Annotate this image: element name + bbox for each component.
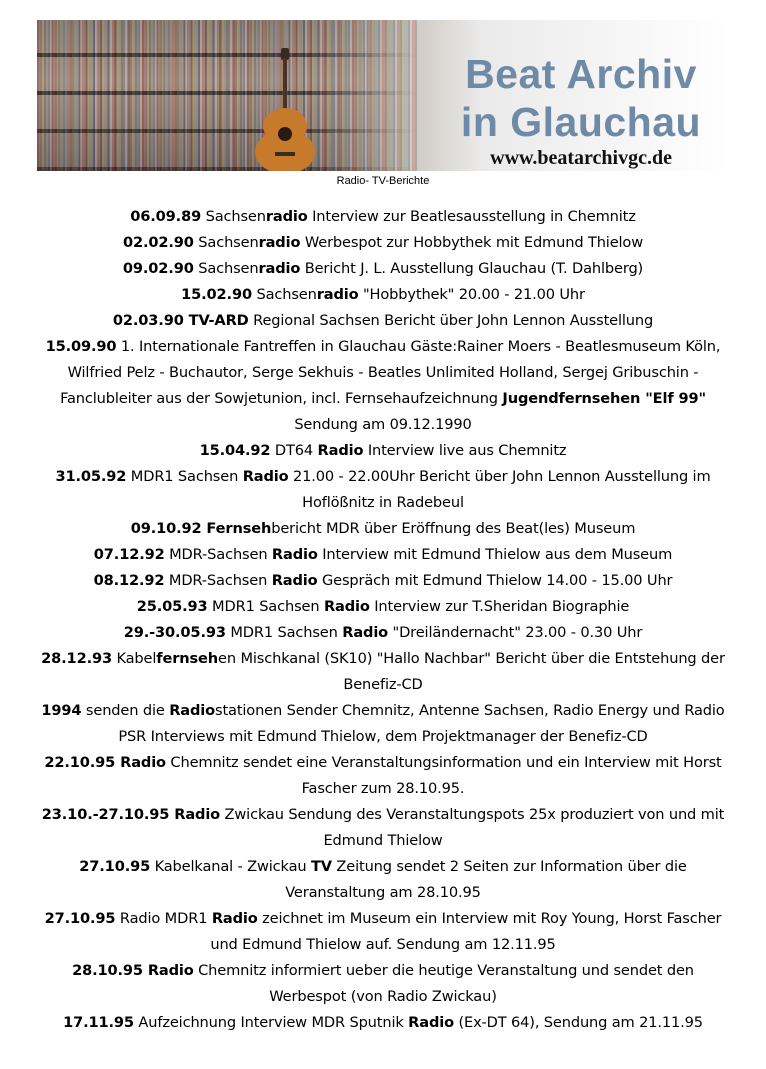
entry-text: Chemnitz informiert ueber die heutige Veranstaltung und sendet den	[193, 962, 694, 979]
entry-line	[22, 880, 744, 906]
entry-line	[22, 906, 744, 932]
entry-line	[22, 490, 744, 516]
guitar-image	[245, 48, 325, 171]
entry-bold-text: 25.05.93	[136, 598, 208, 615]
entry-line	[22, 204, 744, 230]
entry-text: bericht MDR über Eröffnung des Beat(les) Museum	[271, 520, 636, 537]
entry-text: Kabel	[111, 650, 157, 667]
entry-text: Wilfried Pelz - Buchautor, Serge Sekhuis - Beatles Unlimited Holland, Sergej Gribuschin -	[67, 364, 699, 381]
entry-bold-text: 02.02.90	[122, 234, 194, 251]
entry-bold-text: 02.03.90 TV-ARD	[112, 312, 249, 329]
entry-line	[22, 464, 744, 490]
entry-bold-text: 31.05.92	[55, 468, 127, 485]
entry-text: Gespräch mit Edmund Thielow 14.00 - 15.00 Uhr	[317, 572, 673, 589]
entry-text: Bericht J. L. Ausstellung Glauchau (T. Dahlberg)	[300, 260, 644, 277]
entry-bold-text: Radio	[342, 624, 389, 641]
entry-line	[22, 230, 744, 256]
entry-text: Fanclubleiter aus der Sowjetunion, incl. Fernsehaufzeichnung	[60, 390, 503, 407]
entry-bold-text: TV	[310, 858, 332, 875]
report-entry	[22, 282, 744, 308]
banner-title-line1: Beat Archiv	[465, 51, 697, 97]
entry-text: MDR-Sachsen	[164, 546, 272, 563]
entry-line	[22, 750, 744, 776]
entry-line	[22, 1010, 744, 1036]
entry-text: MDR1 Sachsen	[126, 468, 243, 485]
entry-text: (Ex-DT 64), Sendung am 21.11.95	[453, 1014, 703, 1031]
report-entry	[22, 698, 744, 750]
entry-line	[22, 256, 744, 282]
entry-line	[22, 542, 744, 568]
entry-text: Sachsen	[193, 260, 259, 277]
entry-text: Interview zur T.Sheridan Biographie	[369, 598, 630, 615]
report-entry	[22, 334, 744, 438]
report-entry	[22, 750, 744, 802]
entry-line	[22, 308, 744, 334]
entry-text: MDR1 Sachsen	[225, 624, 343, 641]
entry-line	[22, 282, 744, 308]
entry-line	[22, 334, 744, 360]
entry-text: 21.00 - 22.00Uhr Bericht über John Lennon Ausstellung im	[288, 468, 711, 485]
report-entry	[22, 906, 744, 958]
entry-text: Werbespot zur Hobbythek mit Edmund Thielow	[300, 234, 643, 251]
entry-line	[22, 672, 744, 698]
report-entry	[22, 568, 744, 594]
entry-bold-text: fernseh	[156, 650, 219, 667]
report-entry	[22, 256, 744, 282]
report-entry	[22, 646, 744, 698]
entry-bold-text: 07.12.92	[93, 546, 165, 563]
entry-bold-text: Radio	[317, 442, 364, 459]
entry-bold-text: 27.10.95	[79, 858, 151, 875]
entry-bold-text: 09.10.92 Fernseh	[130, 520, 272, 537]
banner-url: www.beatarchivgc.de	[490, 147, 672, 169]
report-entry	[22, 542, 744, 568]
entry-bold-text: Radio	[408, 1014, 454, 1031]
banner-title	[446, 50, 716, 146]
entry-bold-text: radio	[258, 260, 301, 277]
entry-text: en Mischkanal (SK10) "Hallo Nachbar" Bericht über die Entstehung der	[218, 650, 725, 667]
entry-text: senden die	[81, 702, 170, 719]
entry-bold-text: 22.10.95 Radio	[44, 754, 166, 771]
entry-line	[22, 802, 744, 828]
entry-text: Aufzeichnung Interview MDR Sputnik	[133, 1014, 409, 1031]
entry-bold-text: 27.10.95	[44, 910, 116, 927]
entry-text: und Edmund Thielow auf. Sendung am 12.11.95	[210, 936, 556, 953]
entry-text: Interview zur Beatlesausstellung in Chemnitz	[307, 208, 636, 225]
entry-bold-text: 15.04.92	[199, 442, 271, 459]
entry-line	[22, 932, 744, 958]
entry-line	[22, 412, 744, 438]
entry-bold-text: radio	[258, 234, 301, 251]
entry-text: MDR1 Sachsen	[207, 598, 324, 615]
entry-bold-text: Radio	[323, 598, 370, 615]
entry-bold-text: radio	[265, 208, 308, 225]
report-entry	[22, 594, 744, 620]
entry-line	[22, 438, 744, 464]
entry-bold-text: 06.09.89	[130, 208, 202, 225]
entry-bold-text: 23.10.-27.10.95 Radio	[41, 806, 221, 823]
entry-line	[22, 724, 744, 750]
entry-bold-text: radio	[316, 286, 359, 303]
entry-bold-text: 1994	[41, 702, 82, 719]
entry-bold-text: 28.12.93	[41, 650, 112, 667]
banner-title-line2: in Glauchau	[460, 99, 702, 145]
report-entry	[22, 438, 744, 464]
record-covers-image	[37, 20, 417, 171]
report-entry	[22, 1010, 744, 1036]
report-entry	[22, 464, 744, 516]
entry-bold-text: 08.12.92	[93, 572, 165, 589]
entry-text: Veranstaltung am 28.10.95	[285, 884, 481, 901]
entry-text: stationen Sender Chemnitz, Antenne Sachsen, Radio Energy und Radio	[215, 702, 725, 719]
entry-line	[22, 958, 744, 984]
report-list	[22, 204, 744, 1036]
entry-bold-text: 09.02.90	[122, 260, 194, 277]
entry-line	[22, 698, 744, 724]
report-entry	[22, 620, 744, 646]
entry-text: Sachsen	[201, 208, 266, 225]
entry-bold-text: Radio	[242, 468, 289, 485]
report-entry	[22, 204, 744, 230]
entry-line	[22, 984, 744, 1010]
entry-text: Regional Sachsen Bericht über John Lennon Ausstellung	[248, 312, 654, 329]
entry-text: DT64	[270, 442, 318, 459]
entry-text: Sendung am 09.12.1990	[294, 416, 472, 433]
entry-bold-text: 29.-30.05.93	[123, 624, 226, 641]
entry-line	[22, 568, 744, 594]
entry-text: Chemnitz sendet eine Veranstaltungsinformation und ein Interview mit Horst	[165, 754, 722, 771]
entry-line	[22, 620, 744, 646]
entry-text: Sachsen	[251, 286, 317, 303]
entry-bold-text: Radio	[211, 910, 258, 927]
entry-text: Interview live aus Chemnitz	[363, 442, 567, 459]
entry-text: Hoflößnitz in Radebeul	[302, 494, 464, 511]
entry-line	[22, 594, 744, 620]
entry-text: Kabelkanal - Zwickau	[150, 858, 311, 875]
entry-bold-text: Jugendfernsehen "Elf 99"	[502, 390, 706, 407]
entry-line	[22, 646, 744, 672]
report-entry	[22, 802, 744, 854]
entry-line	[22, 516, 744, 542]
entry-bold-text: 17.11.95	[63, 1014, 134, 1031]
entry-text: Benefiz-CD	[343, 676, 423, 693]
entry-line	[22, 386, 744, 412]
entry-bold-text: Radio	[169, 702, 215, 719]
entry-line	[22, 854, 744, 880]
entry-text: "Dreiländernacht" 23.00 - 0.30 Uhr	[388, 624, 643, 641]
entry-text: Interview mit Edmund Thielow aus dem Museum	[317, 546, 673, 563]
entry-bold-text: 15.02.90	[181, 286, 252, 303]
entry-text: Fascher zum 28.10.95.	[301, 780, 465, 797]
entry-text: Werbespot (von Radio Zwickau)	[269, 988, 497, 1005]
entry-text: Edmund Thielow	[323, 832, 443, 849]
entry-text: 1. Internationale Fantreffen in Glauchau Gäste:Rainer Moers - Beatlesmuseum Köln,	[116, 338, 721, 355]
entry-bold-text: 15.09.90	[45, 338, 117, 355]
header-banner	[37, 20, 730, 171]
entry-text: Sachsen	[193, 234, 259, 251]
entry-text: MDR-Sachsen	[164, 572, 272, 589]
report-entry	[22, 516, 744, 542]
page-subtitle: Radio- TV-Berichte	[336, 175, 430, 187]
report-entry	[22, 854, 744, 906]
entry-line	[22, 776, 744, 802]
entry-line	[22, 360, 744, 386]
entry-text: Radio MDR1	[115, 910, 212, 927]
report-entry	[22, 230, 744, 256]
entry-line	[22, 828, 744, 854]
entry-text: Zwickau Sendung des Veranstaltungspots 25x produziert von und mit	[220, 806, 725, 823]
entry-text: zeichnet im Museum ein Interview mit Roy Young, Horst Fascher	[257, 910, 722, 927]
report-entry	[22, 308, 744, 334]
entry-text: PSR Interviews mit Edmund Thielow, dem Projektmanager der Benefiz-CD	[118, 728, 648, 745]
report-entry	[22, 958, 744, 1010]
entry-bold-text: 28.10.95 Radio	[72, 962, 194, 979]
entry-text: Zeitung sendet 2 Seiten zur Information über die	[331, 858, 687, 875]
entry-text: "Hobbythek" 20.00 - 21.00 Uhr	[358, 286, 585, 303]
entry-bold-text: Radio	[271, 546, 318, 563]
entry-bold-text: Radio	[271, 572, 318, 589]
